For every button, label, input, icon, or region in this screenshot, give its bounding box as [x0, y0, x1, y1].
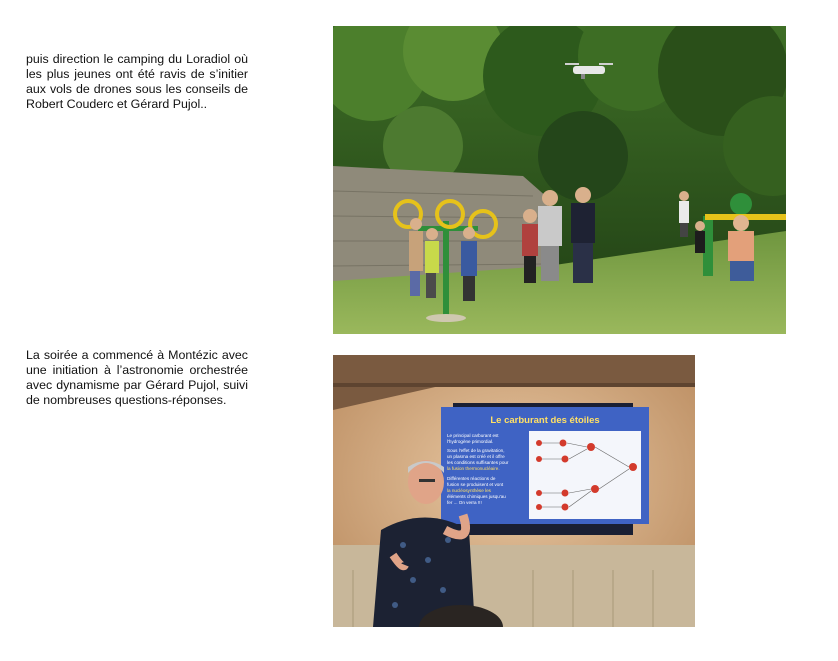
slide-line: la fusion thermonucléaire. — [447, 466, 500, 471]
slide-line: les conditions suffisantes pour — [447, 460, 509, 465]
slide-line: un plasma est créé et il offre — [447, 454, 505, 459]
slide-line: éléments chimiques jusqu'au — [447, 494, 506, 499]
slide-line: fusion se produisent et vont — [447, 482, 504, 487]
photo-drone-campsite — [333, 26, 786, 334]
paragraph-drones: puis direction le camping du Loradiol où les plus jeunes ont été ravis de s’initier aux vols de drones sous les conseils de Robert Couderc et Gérard Pujol.. — [26, 52, 248, 111]
slide-title: Le carburant des étoiles — [490, 415, 600, 426]
slide-line: l'hydrogène primordial. — [447, 439, 494, 444]
fusion-diagram — [529, 431, 641, 519]
paragraph-astronomy: La soirée a commencé à Montézic avec une initiation à l’astronomie orchestrée avec dynamisme par Gérard Pujol, suivi de nombreuses questions-réponses. — [26, 348, 248, 407]
projected-slide — [441, 407, 649, 524]
slide-line: fer ... On verra !!! — [447, 500, 482, 505]
photo-drone-campsite-drawing — [333, 26, 786, 334]
slide-line: la nucléosynthèse les — [447, 488, 491, 493]
slide-line: Sous l'effet de la gravitation, — [447, 448, 505, 453]
photo-astronomy-talk-drawing — [333, 355, 695, 627]
photo-astronomy-talk — [333, 355, 695, 627]
slide-line: Différentes réactions de — [447, 476, 496, 481]
slide-line: Le principal carburant est — [447, 433, 499, 438]
